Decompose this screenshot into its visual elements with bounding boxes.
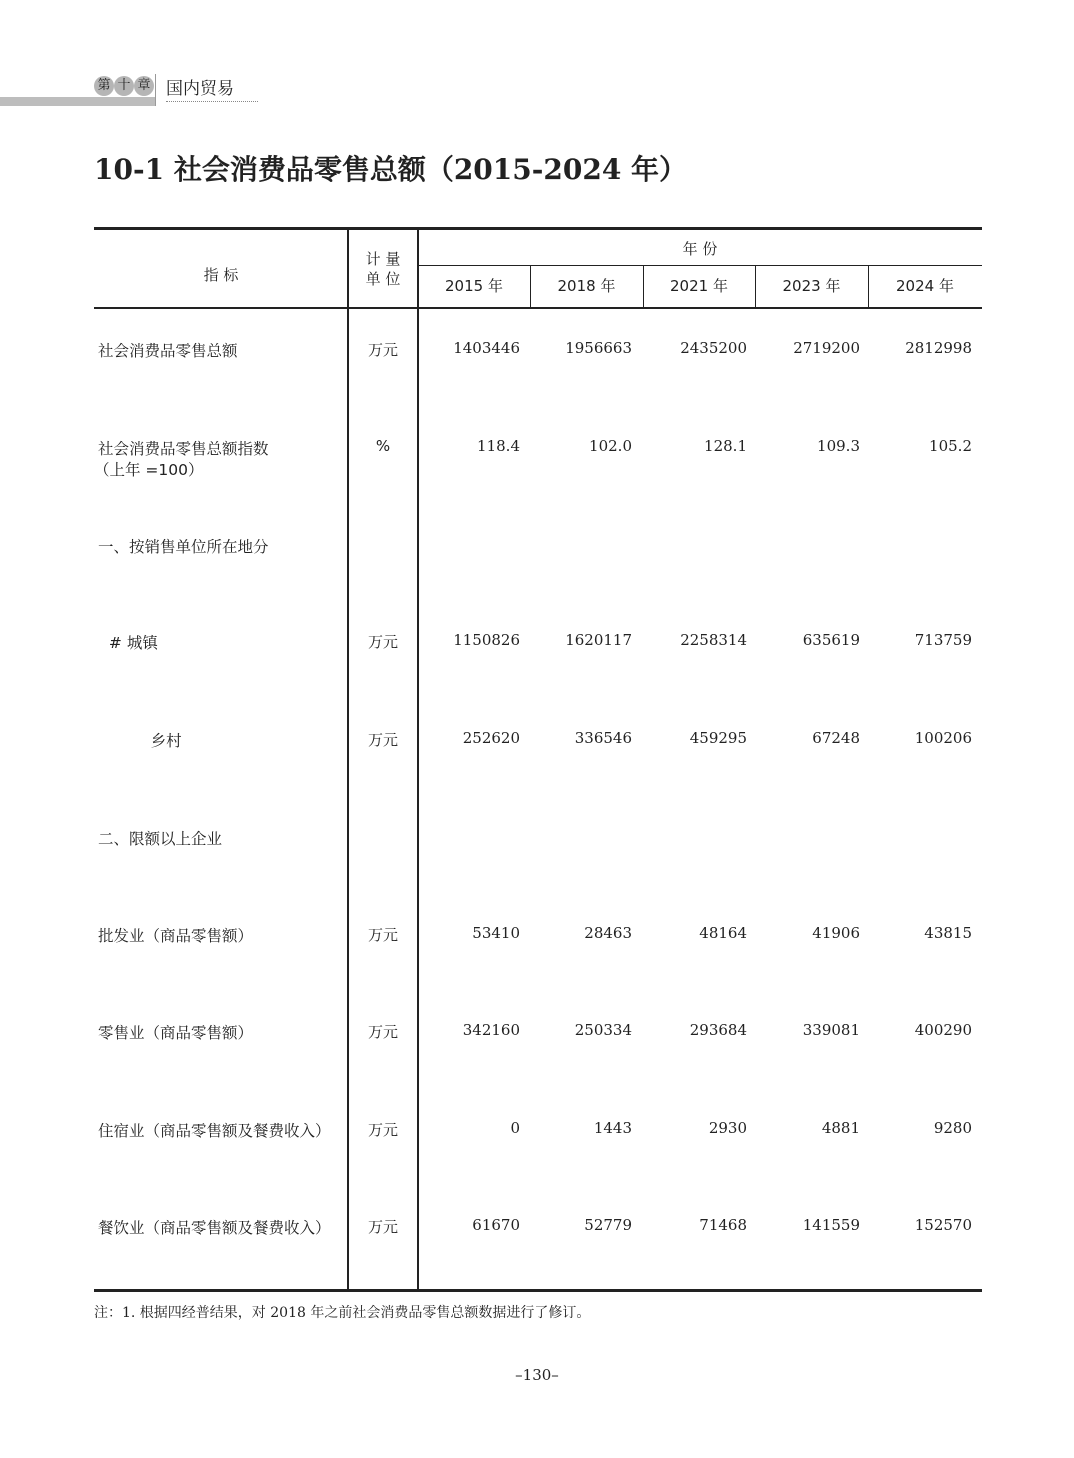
data-cell: 71468 [699,1216,747,1234]
data-cell: 100206 [914,729,972,747]
row-label: 住宿业（商品零售额及餐费收入） [98,1122,331,1140]
data-cell: 67248 [812,729,860,747]
row-label: 批发业（商品零售额） [98,927,254,945]
data-cell: 41906 [812,924,860,942]
chapter-title: 国内贸易 [166,74,258,102]
data-cell: 43815 [924,924,972,942]
data-cell: 28463 [584,924,632,942]
footnote: 注：1. 根据四经普结果，对 2018 年之前社会消费品零售总额数据进行了修订。 [94,1305,591,1321]
data-cell: 2812998 [905,339,972,357]
row-unit: 万元 [367,633,398,651]
data-cell: 400290 [914,1021,972,1039]
row-unit: 万元 [367,926,398,944]
data-cell: 1620117 [565,631,632,649]
header-year: 2015 年 [445,277,503,295]
data-cell: 61670 [472,1216,520,1234]
table-top-rule [94,227,982,230]
chapter-badge: 章 [134,76,154,96]
data-cell: 336546 [574,729,632,747]
data-cell: 2719200 [793,339,860,357]
data-cell: 342160 [462,1021,520,1039]
data-cell: 250334 [574,1021,632,1039]
data-cell: 252620 [462,729,520,747]
header-year: 2023 年 [782,277,841,295]
chapter-bar [0,97,156,106]
data-cell: 53410 [472,924,520,942]
data-cell: 4881 [821,1119,860,1137]
row-unit: 万元 [367,731,398,749]
data-cell: 9280 [933,1119,972,1137]
data-cell: 141559 [802,1216,860,1234]
header-year: 2024 年 [896,277,954,295]
row-label: 社会消费品零售总额指数 [98,440,269,458]
data-cell: 713759 [914,631,972,649]
row-label: # 城镇 [104,634,158,652]
page-number: –130– [515,1366,559,1384]
header-unit: 计 量 [365,250,401,268]
data-cell: 109.3 [817,437,860,455]
data-cell: 2435200 [680,339,747,357]
page-title: 10-1 社会消费品零售总额（2015-2024 年） [94,153,688,186]
row-label: 乡村 [126,732,182,750]
data-cell: 459295 [689,729,747,747]
data-cell: 339081 [802,1021,860,1039]
data-cell: 0 [510,1119,520,1137]
chapter-divider [155,74,156,106]
data-cell: 52779 [584,1216,632,1234]
row-label: 社会消费品零售总额 [98,342,238,360]
header-rule [418,265,982,266]
row-label: 餐饮业（商品零售额及餐费收入） [98,1219,331,1237]
header-indicator: 指 标 [203,266,239,284]
row-label: 二、限额以上企业 [98,830,223,848]
row-label: 一、按销售单位所在地分 [98,538,269,556]
data-cell: 118.4 [477,437,520,455]
chapter-badge: 第 [94,76,114,96]
row-unit: 万元 [367,1121,398,1139]
row-unit: 万元 [367,1218,398,1236]
data-cell: 152570 [914,1216,972,1234]
data-cell: 2258314 [680,631,747,649]
table-bottom-rule [94,1289,982,1292]
chapter-badge: 十 [114,76,134,96]
header-unit: 单 位 [365,270,401,288]
row-unit: 万元 [367,341,398,359]
row-unit: % [375,437,391,455]
header-year: 2021 年 [670,277,728,295]
header-years-group: 年 份 [682,240,718,258]
data-cell: 1443 [593,1119,632,1137]
data-cell: 105.2 [929,437,972,455]
data-cell: 1403446 [453,339,520,357]
data-cell: 635619 [802,631,860,649]
data-cell: 2930 [708,1119,747,1137]
data-cell: 1956663 [565,339,632,357]
row-label-sub: （上年 =100） [94,461,204,479]
row-unit: 万元 [367,1023,398,1041]
data-cell: 293684 [689,1021,747,1039]
header-year: 2018 年 [557,277,616,295]
row-label: 零售业（商品零售额） [98,1024,254,1042]
data-cell: 102.0 [589,437,632,455]
data-cell: 48164 [699,924,747,942]
data-cell: 128.1 [704,437,747,455]
data-cell: 1150826 [453,631,520,649]
header-bottom-rule [94,307,982,309]
